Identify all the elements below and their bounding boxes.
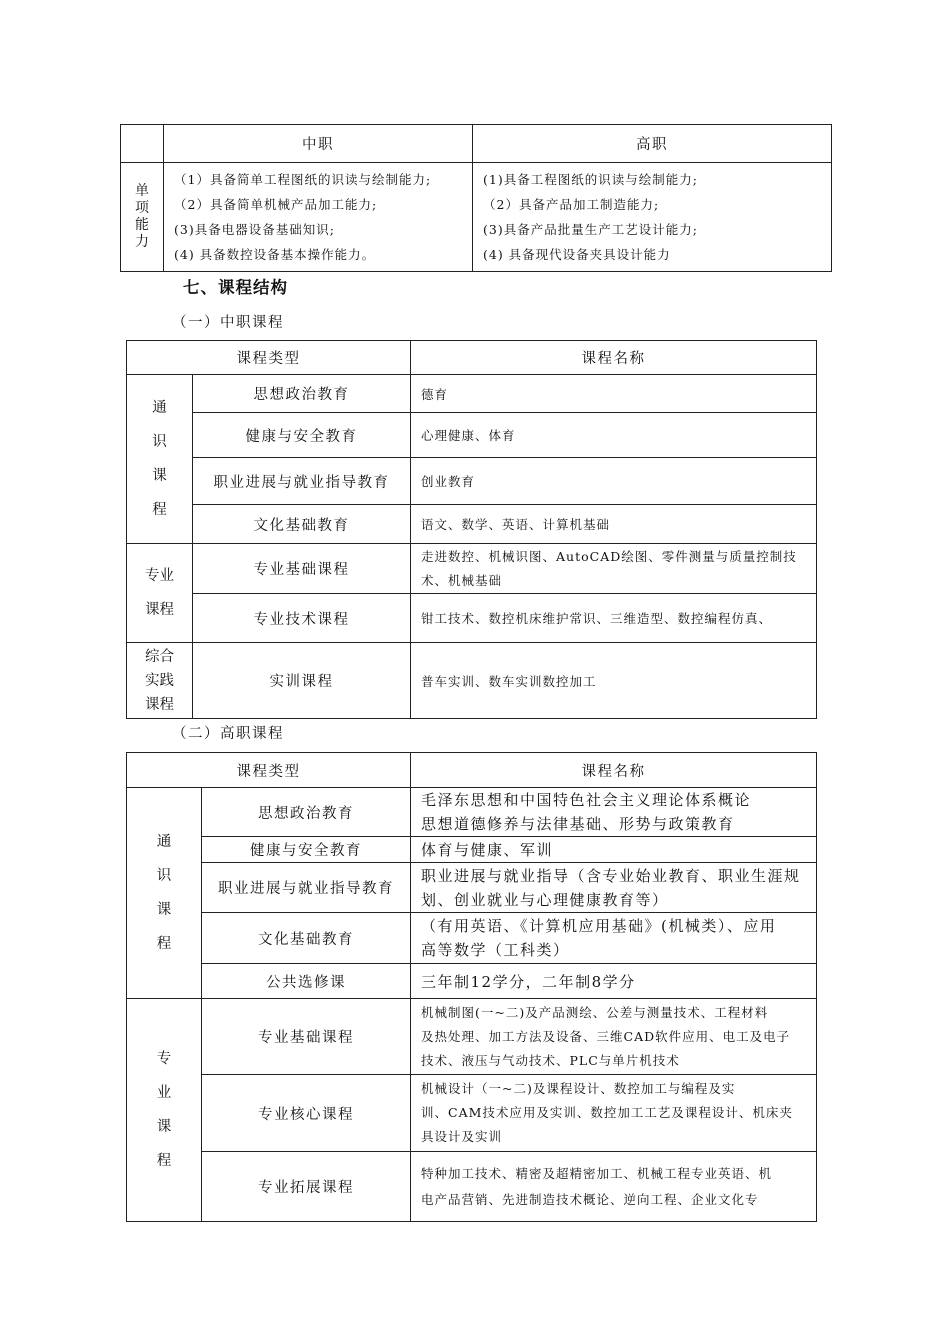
zz-course-name: 心理健康、体育 [411, 413, 817, 458]
zz-header-type: 课程类型 [127, 341, 411, 375]
gz-course-name: 三年制12学分，二年制8学分 [411, 964, 817, 999]
zhongzhi-title: （一）中职课程 [172, 315, 284, 331]
ability-gaozhi-item: (4) 具备现代设备夹具设计能力 [483, 247, 671, 262]
zz-group3-label: 综合 实践 课程 [127, 643, 193, 719]
gz-course-name: 机械制图(一~二)及产品测绘、公差与测量技术、工程材料 及热处理、加工方法及设备、三维CAD软件应用、电工及电子 技术、液压与气动技术、PLC与单片机技术 [411, 999, 817, 1075]
gz-course-name: 毛泽东思想和中国特色社会主义理论体系概论 思想道德修养与法律基础、形势与政策教育 [411, 788, 817, 837]
zz-course-type: 文化基础教育 [193, 505, 411, 544]
zz-course-name: 普车实训、数车实训数控加工 [411, 643, 817, 719]
ability-zhongzhi-cell [164, 163, 473, 272]
zz-course-name: 德育 [411, 375, 817, 413]
gz-course-name: （有用英语、《计算机应用基础》(机械类）、应用 高等数学（工科类） [411, 913, 817, 964]
gz-course-type: 公共选修课 [202, 964, 411, 999]
ability-zhongzhi-item: （2）具备简单机械产品加工能力; [174, 197, 378, 212]
zz-course-type: 健康与安全教育 [193, 413, 411, 458]
zhongzhi-table [126, 340, 817, 719]
zz-course-name: 语文、数学、英语、计算机基础 [411, 505, 817, 544]
gaozhi-title: （二）高职课程 [172, 726, 284, 742]
ability-header-zhongzhi: 中职 [164, 125, 473, 163]
gz-course-name: 职业进展与就业指导（含专业始业教育、职业生涯规 划、创业就业与心理健康教育等） [411, 863, 817, 913]
ability-zhongzhi-item: (4) 具备数控设备基本操作能力。 [174, 247, 376, 262]
ability-table [120, 124, 832, 272]
ability-row-label: 单项能力 [121, 163, 164, 272]
zz-course-type: 职业进展与就业指导教育 [193, 458, 411, 505]
gz-course-type: 专业拓展课程 [202, 1152, 411, 1222]
zz-course-type: 思想政治教育 [193, 375, 411, 413]
zz-course-type: 专业技术课程 [193, 594, 411, 643]
gz-course-type: 职业进展与就业指导教育 [202, 863, 411, 913]
zz-course-type: 实训课程 [193, 643, 411, 719]
gz-course-name: 特种加工技术、精密及超精密加工、机械工程专业英语、机 电产品营销、先进制造技术概论、逆向工程、企业文化专 [411, 1152, 817, 1222]
ability-zhongzhi-item: （1）具备简单工程图纸的识读与绘制能力; [174, 172, 432, 187]
gz-course-name: 体育与健康、军训 [411, 837, 817, 863]
ability-gaozhi-cell [473, 163, 832, 272]
ability-zhongzhi-item: (3)具备电器设备基础知识; [174, 222, 335, 237]
gz-course-type: 健康与安全教育 [202, 837, 411, 863]
zz-header-name: 课程名称 [411, 341, 817, 375]
gaozhi-table [126, 752, 817, 1222]
gz-course-type: 文化基础教育 [202, 913, 411, 964]
zz-group1-label: 通 识 课 程 [127, 375, 193, 544]
zz-course-name: 走进数控、机械识图、AutoCAD绘图、零件测量与质量控制技术、机械基础 [411, 544, 817, 594]
zz-course-name: 钳工技术、数控机床维护常识、三维造型、数控编程仿真、 [411, 594, 817, 643]
gz-course-type: 专业基础课程 [202, 999, 411, 1075]
gz-group2-label: 专 业 课 程 [127, 999, 202, 1222]
gz-header-type: 课程类型 [127, 753, 411, 788]
zz-group2-label: 专业 课程 [127, 544, 193, 643]
zz-course-name: 创业教育 [411, 458, 817, 505]
ability-header-empty [121, 125, 164, 163]
ability-gaozhi-item: (1)具备工程图纸的识读与绘制能力; [483, 172, 698, 187]
gz-course-name: 机械设计（一~二)及课程设计、数控加工与编程及实 训、CAM技术应用及实训、数控加工工艺及课程设计、机床夹 具设计及实训 [411, 1075, 817, 1152]
section-title: 七、课程结构 [183, 278, 288, 297]
gz-course-type: 思想政治教育 [202, 788, 411, 837]
gz-header-name: 课程名称 [411, 753, 817, 788]
ability-gaozhi-item: （2）具备产品加工制造能力; [483, 197, 660, 212]
gz-group1-label: 通 识 课 程 [127, 788, 202, 999]
ability-header-gaozhi: 高职 [473, 125, 832, 163]
gz-course-type: 专业核心课程 [202, 1075, 411, 1152]
ability-gaozhi-item: (3)具备产品批量生产工艺设计能力; [483, 222, 698, 237]
zz-course-type: 专业基础课程 [193, 544, 411, 594]
